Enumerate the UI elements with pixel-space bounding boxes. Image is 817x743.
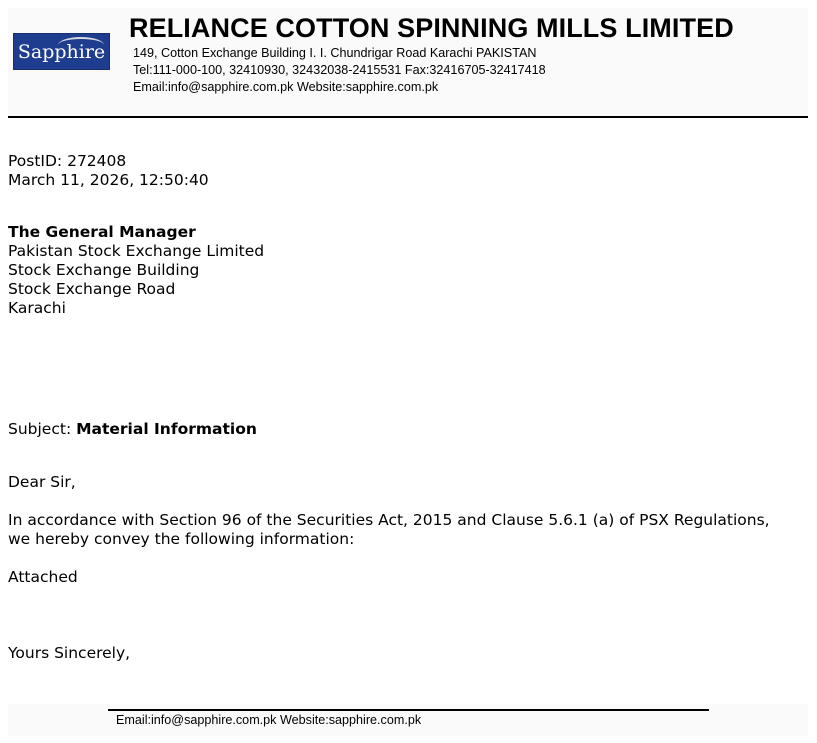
logo-swirl-icon bbox=[58, 37, 104, 53]
subject-label: Subject: bbox=[8, 420, 72, 438]
body-paragraph-line: In accordance with Section 96 of the Securities Act, 2015 and Clause 5.6.1 (a) of PSX Regulations, bbox=[8, 511, 770, 529]
subject-line bbox=[8, 420, 257, 439]
closing: Yours Sincerely, bbox=[8, 644, 131, 662]
attached-note: Attached bbox=[8, 568, 78, 586]
recipient-line: Pakistan Stock Exchange Limited bbox=[8, 242, 265, 260]
post-datetime: March 11, 2026, 12:50:40 bbox=[8, 171, 209, 189]
footer-contact: Email:info@sapphire.com.pk Website:sapphire.com.pk bbox=[116, 713, 422, 727]
recipient-line: Stock Exchange Building bbox=[8, 261, 200, 279]
recipient-title: The General Manager bbox=[8, 223, 196, 241]
letterhead bbox=[8, 8, 808, 116]
header-divider bbox=[8, 116, 808, 118]
company-name: RELIANCE COTTON SPINNING MILLS LIMITED bbox=[129, 13, 734, 43]
company-phones: Tel:111-000-100, 32410930, 32432038-2415531 Fax:32416705-32417418 bbox=[133, 63, 546, 77]
logo-text: Sapphire bbox=[17, 41, 106, 63]
footer bbox=[8, 704, 808, 736]
sapphire-logo bbox=[13, 33, 110, 70]
body-paragraph-line: we hereby convey the following information: bbox=[8, 530, 355, 548]
company-contact: Email:info@sapphire.com.pk Website:sapphire.com.pk bbox=[133, 80, 439, 94]
company-address: 149, Cotton Exchange Building I. I. Chundrigar Road Karachi PAKISTAN bbox=[133, 46, 537, 60]
salutation: Dear Sir, bbox=[8, 473, 76, 491]
footer-divider bbox=[108, 709, 709, 711]
recipient-line: Stock Exchange Road bbox=[8, 280, 176, 298]
recipient-line: Karachi bbox=[8, 299, 66, 317]
subject-value: Material Information bbox=[76, 420, 257, 438]
post-id: PostID: 272408 bbox=[8, 152, 127, 170]
